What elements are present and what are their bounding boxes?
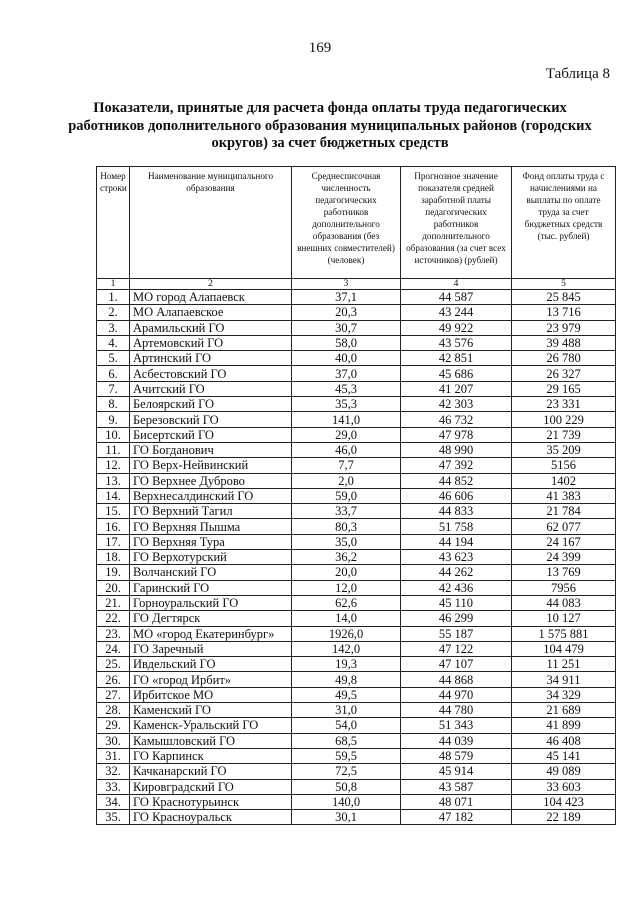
table-row — [97, 488, 616, 503]
payroll-fund-cell: 26 327 — [512, 366, 616, 381]
average-salary-cell: 46 606 — [401, 488, 512, 503]
staff-count-cell: 12,0 — [292, 580, 401, 595]
payroll-fund-cell: 5156 — [512, 458, 616, 473]
payroll-fund-cell: 21 739 — [512, 427, 616, 442]
average-salary-cell: 46 299 — [401, 611, 512, 626]
staff-count-cell: 46,0 — [292, 442, 401, 457]
payroll-fund-cell: 10 127 — [512, 611, 616, 626]
payroll-fund-cell: 49 089 — [512, 764, 616, 779]
column-header-2: Наименование муниципального образования — [130, 167, 292, 279]
average-salary-cell: 44 039 — [401, 733, 512, 748]
row-number-cell: 30. — [97, 733, 130, 748]
row-number-cell: 7. — [97, 381, 130, 396]
table-row — [97, 397, 616, 412]
table-row — [97, 565, 616, 580]
payroll-fund-cell: 13 716 — [512, 305, 616, 320]
data-table — [96, 166, 616, 825]
table-label: Таблица 8 — [545, 66, 610, 82]
staff-count-cell: 50,8 — [292, 779, 401, 794]
row-number-cell: 27. — [97, 687, 130, 702]
table-row — [97, 580, 616, 595]
average-salary-cell: 49 922 — [401, 320, 512, 335]
municipality-name-cell: ГО Дегтярск — [130, 611, 292, 626]
row-number-cell: 31. — [97, 748, 130, 763]
payroll-fund-cell: 44 083 — [512, 595, 616, 610]
average-salary-cell: 45 110 — [401, 595, 512, 610]
average-salary-cell: 48 071 — [401, 794, 512, 809]
staff-count-cell: 29,0 — [292, 427, 401, 442]
average-salary-cell: 47 978 — [401, 427, 512, 442]
staff-count-cell: 58,0 — [292, 335, 401, 350]
municipality-name-cell: Камышловский ГО — [130, 733, 292, 748]
municipality-name-cell: ГО Красноуральск — [130, 810, 292, 825]
row-number-cell: 29. — [97, 718, 130, 733]
municipality-name-cell: Качканарский ГО — [130, 764, 292, 779]
payroll-fund-cell: 23 979 — [512, 320, 616, 335]
average-salary-cell: 44 852 — [401, 473, 512, 488]
average-salary-cell: 42 851 — [401, 351, 512, 366]
staff-count-cell: 140,0 — [292, 794, 401, 809]
row-number-cell: 33. — [97, 779, 130, 794]
column-header-1: Номер строки — [97, 167, 130, 279]
row-number-cell: 18. — [97, 550, 130, 565]
average-salary-cell: 47 182 — [401, 810, 512, 825]
table-row — [97, 626, 616, 641]
staff-count-cell: 80,3 — [292, 519, 401, 534]
payroll-fund-cell: 62 077 — [512, 519, 616, 534]
payroll-fund-cell: 21 689 — [512, 703, 616, 718]
payroll-fund-cell: 23 331 — [512, 397, 616, 412]
average-salary-cell: 42 436 — [401, 580, 512, 595]
average-salary-cell: 51 758 — [401, 519, 512, 534]
municipality-name-cell: Артемовский ГО — [130, 335, 292, 350]
average-salary-cell: 41 207 — [401, 381, 512, 396]
staff-count-cell: 49,5 — [292, 687, 401, 702]
staff-count-cell: 1926,0 — [292, 626, 401, 641]
municipality-name-cell: Каменск-Уральский ГО — [130, 718, 292, 733]
staff-count-cell: 36,2 — [292, 550, 401, 565]
table-row — [97, 733, 616, 748]
average-salary-cell: 44 262 — [401, 565, 512, 580]
average-salary-cell: 43 244 — [401, 305, 512, 320]
table-row — [97, 290, 616, 305]
payroll-fund-cell: 24 399 — [512, 550, 616, 565]
average-salary-cell: 55 187 — [401, 626, 512, 641]
row-number-cell: 4. — [97, 335, 130, 350]
row-number-cell: 10. — [97, 427, 130, 442]
table-row — [97, 473, 616, 488]
average-salary-cell: 43 623 — [401, 550, 512, 565]
staff-count-cell: 20,3 — [292, 305, 401, 320]
staff-count-cell: 72,5 — [292, 764, 401, 779]
average-salary-cell: 42 303 — [401, 397, 512, 412]
row-number-cell: 24. — [97, 641, 130, 656]
column-number-1: 1 — [97, 279, 130, 290]
payroll-fund-cell: 34 329 — [512, 687, 616, 702]
average-salary-cell: 45 686 — [401, 366, 512, 381]
staff-count-cell: 35,0 — [292, 534, 401, 549]
row-number-cell: 11. — [97, 442, 130, 457]
row-number-cell: 20. — [97, 580, 130, 595]
staff-count-cell: 33,7 — [292, 504, 401, 519]
row-number-cell: 17. — [97, 534, 130, 549]
table-row — [97, 794, 616, 809]
header-row — [97, 167, 616, 279]
payroll-fund-cell: 104 479 — [512, 641, 616, 656]
staff-count-cell: 37,0 — [292, 366, 401, 381]
municipality-name-cell: ГО Верх-Нейвинский — [130, 458, 292, 473]
payroll-fund-cell: 24 167 — [512, 534, 616, 549]
column-header-4: Прогнозное значение показателя средней заработной платы педагогических работников дополнительного образования (за счет всех источников) (рублей) — [401, 167, 512, 279]
staff-count-cell: 142,0 — [292, 641, 401, 656]
municipality-name-cell: Волчанский ГО — [130, 565, 292, 580]
municipality-name-cell: Верхнесалдинский ГО — [130, 488, 292, 503]
column-number-row — [97, 279, 616, 290]
staff-count-cell: 40,0 — [292, 351, 401, 366]
row-number-cell: 8. — [97, 397, 130, 412]
municipality-name-cell: Асбестовский ГО — [130, 366, 292, 381]
staff-count-cell: 19,3 — [292, 657, 401, 672]
municipality-name-cell: Гаринский ГО — [130, 580, 292, 595]
row-number-cell: 26. — [97, 672, 130, 687]
average-salary-cell: 44 780 — [401, 703, 512, 718]
column-number-2: 2 — [130, 279, 292, 290]
municipality-name-cell: ГО «город Ирбит» — [130, 672, 292, 687]
staff-count-cell: 37,1 — [292, 290, 401, 305]
municipality-name-cell: ГО Богданович — [130, 442, 292, 457]
average-salary-cell: 45 914 — [401, 764, 512, 779]
row-number-cell: 9. — [97, 412, 130, 427]
table-row — [97, 641, 616, 656]
row-number-cell: 12. — [97, 458, 130, 473]
average-salary-cell: 47 107 — [401, 657, 512, 672]
municipality-name-cell: Кировградский ГО — [130, 779, 292, 794]
municipality-name-cell: МО город Алапаевск — [130, 290, 292, 305]
row-number-cell: 1. — [97, 290, 130, 305]
average-salary-cell: 47 392 — [401, 458, 512, 473]
staff-count-cell: 7,7 — [292, 458, 401, 473]
table-row — [97, 412, 616, 427]
row-number-cell: 32. — [97, 764, 130, 779]
table-body — [97, 279, 616, 825]
row-number-cell: 23. — [97, 626, 130, 641]
payroll-fund-cell: 39 488 — [512, 335, 616, 350]
staff-count-cell: 59,0 — [292, 488, 401, 503]
payroll-fund-cell: 41 899 — [512, 718, 616, 733]
staff-count-cell: 31,0 — [292, 703, 401, 718]
average-salary-cell: 44 194 — [401, 534, 512, 549]
payroll-fund-cell: 35 209 — [512, 442, 616, 457]
table-row — [97, 595, 616, 610]
table-row — [97, 703, 616, 718]
payroll-fund-cell: 46 408 — [512, 733, 616, 748]
document-title: Показатели, принятые для расчета фонда оплаты труда педагогических работников дополнительного образования муниципальных районов (городских округов) за счет бюджетных средств — [68, 100, 592, 151]
staff-count-cell: 30,1 — [292, 810, 401, 825]
row-number-cell: 25. — [97, 657, 130, 672]
average-salary-cell: 44 587 — [401, 290, 512, 305]
table-row — [97, 779, 616, 794]
staff-count-cell: 30,7 — [292, 320, 401, 335]
staff-count-cell: 20,0 — [292, 565, 401, 580]
row-number-cell: 28. — [97, 703, 130, 718]
municipality-name-cell: МО Алапаевское — [130, 305, 292, 320]
table-row — [97, 351, 616, 366]
payroll-fund-cell: 34 911 — [512, 672, 616, 687]
municipality-name-cell: Каменский ГО — [130, 703, 292, 718]
municipality-name-cell: Белоярский ГО — [130, 397, 292, 412]
payroll-fund-cell: 45 141 — [512, 748, 616, 763]
row-number-cell: 22. — [97, 611, 130, 626]
municipality-name-cell: ГО Карпинск — [130, 748, 292, 763]
row-number-cell: 21. — [97, 595, 130, 610]
payroll-fund-cell: 7956 — [512, 580, 616, 595]
payroll-fund-cell: 26 780 — [512, 351, 616, 366]
page-number: 169 — [308, 40, 332, 56]
payroll-fund-cell: 13 769 — [512, 565, 616, 580]
staff-count-cell: 14,0 — [292, 611, 401, 626]
column-number-5: 5 — [512, 279, 616, 290]
table-row — [97, 534, 616, 549]
row-number-cell: 6. — [97, 366, 130, 381]
table-row — [97, 519, 616, 534]
payroll-fund-cell: 25 845 — [512, 290, 616, 305]
row-number-cell: 2. — [97, 305, 130, 320]
staff-count-cell: 141,0 — [292, 412, 401, 427]
staff-count-cell: 62,6 — [292, 595, 401, 610]
municipality-name-cell: ГО Верхний Тагил — [130, 504, 292, 519]
average-salary-cell: 43 587 — [401, 779, 512, 794]
municipality-name-cell: Артинский ГО — [130, 351, 292, 366]
payroll-fund-cell: 21 784 — [512, 504, 616, 519]
municipality-name-cell: ГО Заречный — [130, 641, 292, 656]
row-number-cell: 34. — [97, 794, 130, 809]
row-number-cell: 15. — [97, 504, 130, 519]
column-number-4: 4 — [401, 279, 512, 290]
staff-count-cell: 54,0 — [292, 718, 401, 733]
row-number-cell: 35. — [97, 810, 130, 825]
row-number-cell: 19. — [97, 565, 130, 580]
average-salary-cell: 46 732 — [401, 412, 512, 427]
municipality-name-cell: Арамильский ГО — [130, 320, 292, 335]
table-row — [97, 320, 616, 335]
table-row — [97, 687, 616, 702]
table-row — [97, 718, 616, 733]
payroll-fund-cell: 29 165 — [512, 381, 616, 396]
row-number-cell: 16. — [97, 519, 130, 534]
column-number-3: 3 — [292, 279, 401, 290]
staff-count-cell: 45,3 — [292, 381, 401, 396]
municipality-name-cell: ГО Верхняя Тура — [130, 534, 292, 549]
municipality-name-cell: Ивдельский ГО — [130, 657, 292, 672]
municipality-name-cell: ГО Верхнее Дуброво — [130, 473, 292, 488]
table-row — [97, 672, 616, 687]
average-salary-cell: 47 122 — [401, 641, 512, 656]
table-row — [97, 381, 616, 396]
staff-count-cell: 2,0 — [292, 473, 401, 488]
table-row — [97, 335, 616, 350]
table-row — [97, 458, 616, 473]
column-header-3: Среднесписочная численность педагогических работников дополнительного образования (без внешних совместителей) (человек) — [292, 167, 401, 279]
payroll-fund-cell: 41 383 — [512, 488, 616, 503]
table-row — [97, 550, 616, 565]
municipality-name-cell: Ачитский ГО — [130, 381, 292, 396]
municipality-name-cell: ГО Краснотурьинск — [130, 794, 292, 809]
table-row — [97, 427, 616, 442]
table-row — [97, 657, 616, 672]
table-row — [97, 764, 616, 779]
average-salary-cell: 44 833 — [401, 504, 512, 519]
average-salary-cell: 48 990 — [401, 442, 512, 457]
municipality-name-cell: ГО Верхняя Пышма — [130, 519, 292, 534]
staff-count-cell: 35,3 — [292, 397, 401, 412]
staff-count-cell: 68,5 — [292, 733, 401, 748]
municipality-name-cell: МО «город Екатеринбург» — [130, 626, 292, 641]
payroll-fund-cell: 1 575 881 — [512, 626, 616, 641]
table-row — [97, 748, 616, 763]
payroll-fund-cell: 22 189 — [512, 810, 616, 825]
row-number-cell: 13. — [97, 473, 130, 488]
table-row — [97, 366, 616, 381]
municipality-name-cell: Березовский ГО — [130, 412, 292, 427]
municipality-name-cell: ГО Верхотурский — [130, 550, 292, 565]
municipality-name-cell: Горноуральский ГО — [130, 595, 292, 610]
column-header-5: Фонд оплаты труда с начислениями на выплаты по оплате труда за счет бюджетных средств (тыс. рублей) — [512, 167, 616, 279]
average-salary-cell: 44 970 — [401, 687, 512, 702]
row-number-cell: 14. — [97, 488, 130, 503]
payroll-fund-cell: 104 423 — [512, 794, 616, 809]
average-salary-cell: 51 343 — [401, 718, 512, 733]
staff-count-cell: 59,5 — [292, 748, 401, 763]
payroll-fund-cell: 33 603 — [512, 779, 616, 794]
payroll-fund-cell: 11 251 — [512, 657, 616, 672]
table-row — [97, 504, 616, 519]
average-salary-cell: 43 576 — [401, 335, 512, 350]
average-salary-cell: 48 579 — [401, 748, 512, 763]
payroll-fund-cell: 100 229 — [512, 412, 616, 427]
table-row — [97, 810, 616, 825]
municipality-name-cell: Бисертский ГО — [130, 427, 292, 442]
average-salary-cell: 44 868 — [401, 672, 512, 687]
row-number-cell: 3. — [97, 320, 130, 335]
staff-count-cell: 49,8 — [292, 672, 401, 687]
table-row — [97, 442, 616, 457]
row-number-cell: 5. — [97, 351, 130, 366]
payroll-fund-cell: 1402 — [512, 473, 616, 488]
table-row — [97, 611, 616, 626]
table-row — [97, 305, 616, 320]
municipality-name-cell: Ирбитское МО — [130, 687, 292, 702]
